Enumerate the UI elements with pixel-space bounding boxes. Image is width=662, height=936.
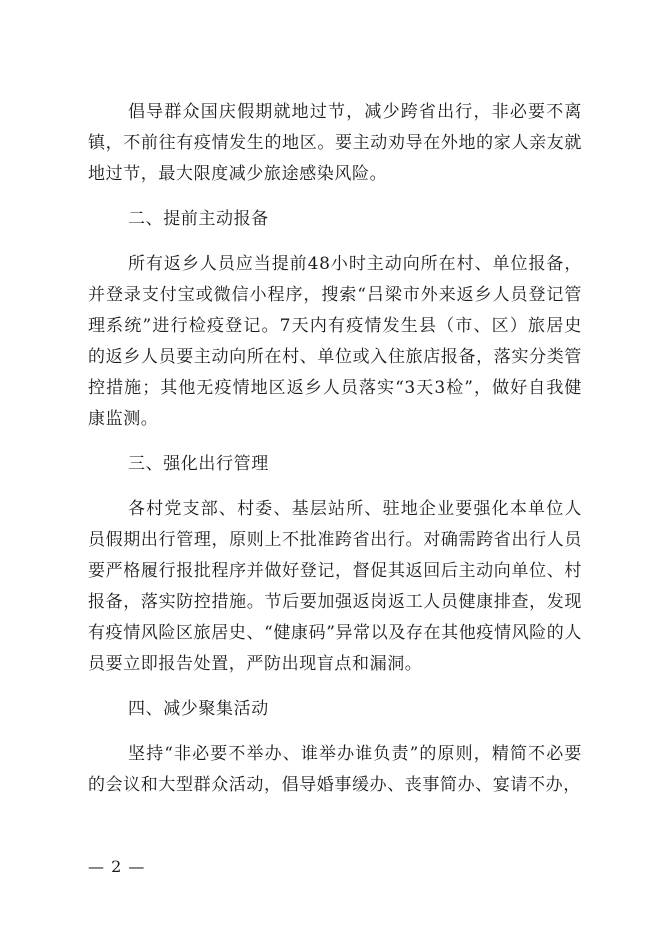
paragraph-holiday-travel: 倡导群众国庆假期就地过节，减少跨省出行，非必要不离镇，不前往有疫情发生的地区。要主动劝导在外地的家人亲友就地过节，最大限度减少旅途感染风险。 — [88, 102, 582, 184]
section-heading-travel-management: 三、强化出行管理 — [128, 454, 269, 474]
paragraph-travel-management: 各村党支部、村委、基层站所、驻地企业要强化本单位人员假期出行管理，原则上不批准跨省出行。对确需跨省出行人员要严格履行报批程序并做好登记，督促其返回后主动向单位、村报备，落实防控措施。节后要加强返岗返工人员健康排查，发现有疫情风险区旅居史、“健康码”异常以及存在其他疫情风险的人员要立即报告处置，严防出现盲点和漏洞。 — [88, 499, 582, 674]
section-heading-report: 二、提前主动报备 — [128, 209, 269, 229]
paragraph-gatherings: 坚持“非必要不举办、谁举办谁负责”的原则，精简不必要的会议和大型群众活动，倡导婚事缓办、丧事简办、宴请不办， — [88, 744, 582, 795]
document-body — [88, 97, 582, 801]
paragraph-report: 所有返乡人员应当提前48小时主动向所在村、单位报备，并登录支付宝或微信小程序，搜索“吕梁市外来返乡人员登记管理系统”进行检疫登记。7天内有疫情发生县（市、区）旅居史的返乡人员要主动向所在村、单位或入住旅店报备，落实分类管控措施；其他无疫情地区返乡人员落实“3天3检”，做好自我健康监测。 — [88, 254, 582, 429]
page-number: — 2 — — [88, 857, 146, 876]
section-heading-gatherings: 四、减少聚集活动 — [128, 699, 269, 719]
